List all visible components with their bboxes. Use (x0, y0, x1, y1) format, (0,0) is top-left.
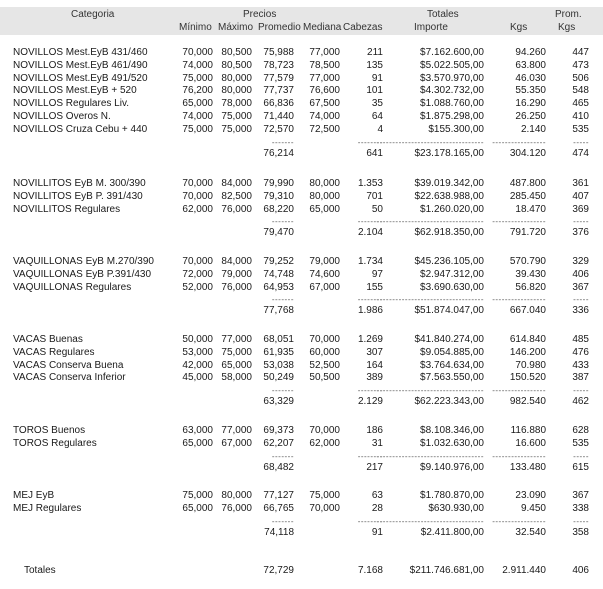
cabezas-cell: 91 (371, 72, 383, 84)
cabezas-cell: 155 (366, 281, 383, 293)
category-name: VAQUILLONAS EyB P.391/430 (13, 268, 152, 280)
maximo-cell: 58,000 (221, 372, 252, 384)
cabezas-cell: 35 (371, 98, 383, 110)
minimo-cell: 52,000 (182, 281, 213, 293)
importe-cell: $1.260.020,00 (420, 203, 484, 215)
subtotal-kgs: 791.720 (509, 227, 546, 239)
importe-cell: $3.570.970,00 (420, 72, 484, 84)
promedio-cell: 66,765 (263, 502, 294, 514)
header-categoria: Categoria (71, 9, 115, 20)
category-name: NOVILLITOS Regulares (13, 203, 121, 215)
minimo-cell: 62,000 (182, 203, 213, 215)
minimo-cell: 50,000 (182, 334, 213, 345)
maximo-cell: 84,000 (221, 256, 252, 267)
category-name: VAQUILLONAS Regulares (13, 281, 132, 293)
subtotal-kgs: 667.040 (509, 305, 546, 317)
promedio-cell: 68,051 (263, 334, 294, 345)
maximo-cell: 80,000 (221, 72, 252, 84)
prom-kgs-cell: 433 (572, 359, 589, 371)
cabezas-cell: 64 (371, 111, 383, 122)
kgs-cell: 70.980 (515, 359, 546, 371)
importe-cell: $2.947.312,00 (420, 268, 484, 280)
subtotal-divider: ---------------------------------- (376, 386, 484, 396)
mediana-cell: 75,000 (309, 490, 340, 501)
prom-kgs-cell: 361 (572, 178, 589, 189)
subtotal-kgs: 982.540 (509, 396, 546, 408)
subtotal-divider: -------- (357, 137, 383, 147)
kgs-cell: 146.200 (509, 346, 546, 358)
kgs-cell: 23.090 (515, 490, 546, 501)
cabezas-cell: 135 (366, 59, 383, 71)
category-name: TOROS Buenos (13, 425, 86, 436)
subtotal-importe: $62.918.350,00 (414, 227, 484, 239)
promedio-cell: 78,723 (263, 59, 294, 71)
subtotal-divider: -------- (357, 386, 383, 396)
importe-cell: $3.690.630,00 (420, 281, 484, 293)
category-name: VACAS Regulares (13, 346, 95, 358)
cabezas-cell: 186 (366, 425, 383, 436)
subtotal-promedio: 68,482 (263, 461, 294, 473)
header-prom-kgs: Kgs (558, 22, 576, 33)
importe-cell: $3.764.634,00 (420, 359, 484, 371)
subtotal-promedio: 63,329 (263, 396, 294, 408)
importe-cell: $8.108.346,00 (420, 425, 484, 436)
kgs-cell: 116.880 (510, 425, 546, 436)
minimo-cell: 76,200 (182, 85, 213, 97)
mediana-cell: 80,000 (309, 178, 340, 189)
prom-kgs-cell: 367 (572, 281, 589, 293)
cabezas-cell: 701 (366, 190, 383, 202)
promedio-cell: 64,953 (263, 281, 294, 293)
subtotal-divider: ---------------------------------- (376, 217, 484, 227)
kgs-cell: 18.470 (515, 203, 546, 215)
importe-cell: $7.563.550,00 (420, 372, 484, 384)
subtotal-divider: ----------------- (492, 217, 546, 227)
subtotal-divider: ---------------------------------- (376, 295, 484, 305)
prom-kgs-cell: 535 (572, 437, 589, 449)
subtotal-importe: $23.178.165,00 (414, 147, 484, 159)
mediana-cell: 78,500 (309, 59, 340, 71)
category-name: NOVILLOS Cruza Cebu + 440 (13, 123, 148, 135)
subtotal-divider: ------- (271, 451, 294, 461)
minimo-cell: 53,000 (182, 346, 213, 358)
subtotal-divider: ------- (271, 137, 294, 147)
header-importe: Importe (414, 22, 448, 33)
category-name: NOVILLITOS EyB P. 391/430 (13, 190, 143, 202)
prom-kgs-cell: 485 (572, 334, 589, 345)
minimo-cell: 70,000 (182, 47, 213, 58)
subtotal-promedio: 76,214 (263, 147, 294, 159)
maximo-cell: 67,000 (221, 437, 252, 449)
maximo-cell: 80,000 (221, 490, 252, 501)
maximo-cell: 75,000 (221, 123, 252, 135)
promedio-cell: 66,836 (263, 98, 294, 110)
minimo-cell: 75,000 (182, 123, 213, 135)
prom-kgs-cell: 387 (572, 372, 589, 384)
subtotal-importe: $2.411.800,00 (420, 526, 484, 538)
mediana-cell: 77,000 (309, 72, 340, 84)
header-promedio: Promedio (258, 22, 301, 33)
subtotal-importe: $62.223.343,00 (414, 396, 484, 408)
promedio-cell: 77,579 (263, 72, 294, 84)
mediana-cell: 52,500 (309, 359, 340, 371)
cabezas-cell: 1.734 (357, 256, 383, 267)
maximo-cell: 78,000 (221, 98, 252, 110)
kgs-cell: 487.800 (509, 178, 546, 189)
subtotal-divider: ----------------- (492, 386, 546, 396)
minimo-cell: 75,000 (182, 72, 213, 84)
minimo-cell: 65,000 (182, 98, 213, 110)
kgs-cell: 94.260 (515, 47, 546, 58)
totals-cabezas: 7.168 (357, 565, 383, 576)
mediana-cell: 74,000 (309, 111, 340, 122)
importe-cell: $7.162.600,00 (420, 47, 484, 58)
prom-kgs-cell: 410 (572, 111, 589, 122)
promedio-cell: 61,935 (263, 346, 294, 358)
kgs-cell: 39.430 (515, 268, 546, 280)
prom-kgs-cell: 465 (572, 98, 589, 110)
subtotal-kgs: 32.540 (515, 526, 546, 538)
prom-kgs-cell: 407 (572, 190, 589, 202)
cabezas-cell: 164 (366, 359, 383, 371)
importe-cell: $41.840.274,00 (414, 334, 484, 345)
minimo-cell: 75,000 (182, 490, 213, 501)
kgs-cell: 16.290 (515, 98, 546, 110)
cabezas-cell: 28 (371, 502, 383, 514)
maximo-cell: 77,000 (221, 425, 252, 436)
minimo-cell: 42,000 (182, 359, 213, 371)
subtotal-promedio: 74,118 (264, 526, 294, 538)
mediana-cell: 70,000 (309, 425, 340, 436)
promedio-cell: 79,990 (263, 178, 294, 189)
subtotal-prom-kgs: 336 (572, 305, 589, 317)
category-name: MEJ Regulares (13, 502, 82, 514)
cabezas-cell: 63 (371, 490, 383, 501)
maximo-cell: 76,000 (221, 502, 252, 514)
header-maximo: Máximo (218, 22, 254, 33)
promedio-cell: 72,570 (263, 123, 294, 135)
kgs-cell: 46.030 (515, 72, 546, 84)
totals-label: Totales (24, 565, 56, 576)
kgs-cell: 55.350 (515, 85, 546, 97)
totals-prom-kgs: 406 (572, 565, 589, 576)
maximo-cell: 79,000 (221, 268, 252, 280)
promedio-cell: 75,988 (263, 47, 294, 58)
promedio-cell: 79,310 (263, 190, 294, 202)
mediana-cell: 72,500 (309, 123, 340, 135)
kgs-cell: 63.800 (515, 59, 546, 71)
subtotal-divider: ----------------- (492, 295, 546, 305)
subtotal-promedio: 79,470 (263, 227, 294, 239)
subtotal-prom-kgs: 615 (572, 461, 589, 473)
cabezas-cell: 101 (366, 85, 383, 97)
prom-kgs-cell: 628 (572, 425, 589, 436)
maximo-cell: 75,000 (221, 346, 252, 358)
maximo-cell: 80,000 (221, 85, 252, 97)
importe-cell: $155.300,00 (428, 123, 484, 135)
category-name: MEJ EyB (13, 490, 55, 501)
header-totales: Totales (427, 9, 459, 20)
kgs-cell: 285.450 (509, 190, 546, 202)
cabezas-cell: 211 (367, 47, 383, 58)
minimo-cell: 45,000 (182, 372, 213, 384)
prom-kgs-cell: 367 (572, 490, 589, 501)
cabezas-cell: 50 (371, 203, 383, 215)
cabezas-cell: 389 (366, 372, 383, 384)
header-minimo: Mínimo (179, 22, 212, 33)
maximo-cell: 77,000 (221, 334, 252, 345)
category-name: VACAS Buenas (13, 334, 83, 345)
category-name: NOVILLITOS EyB M. 300/390 (13, 178, 146, 189)
importe-cell: $45.236.105,00 (414, 256, 484, 267)
category-name: NOVILLOS Mest.EyB 461/490 (13, 59, 148, 71)
totals-importe: $211.746.681,00 (409, 565, 484, 576)
importe-cell: $1.088.760,00 (420, 98, 484, 110)
minimo-cell: 70,000 (182, 178, 213, 189)
subtotal-cabezas: 91 (371, 526, 383, 538)
cabezas-cell: 4 (377, 123, 383, 135)
minimo-cell: 65,000 (182, 502, 213, 514)
subtotal-prom-kgs: 474 (572, 147, 589, 159)
minimo-cell: 74,000 (182, 111, 213, 122)
subtotal-prom-kgs: 358 (572, 526, 589, 538)
subtotal-divider: ------- (271, 516, 294, 526)
kgs-cell: 16.600 (515, 437, 546, 449)
minimo-cell: 74,000 (182, 59, 213, 71)
prom-kgs-cell: 338 (572, 502, 589, 514)
maximo-cell: 80,500 (221, 47, 252, 58)
subtotal-promedio: 77,768 (263, 305, 294, 317)
mediana-cell: 67,000 (309, 281, 340, 293)
maximo-cell: 65,000 (221, 359, 252, 371)
importe-cell: $22.638.988,00 (414, 190, 484, 202)
category-name: NOVILLOS Mest.EyB 431/460 (13, 47, 148, 58)
promedio-cell: 79,252 (263, 256, 294, 267)
promedio-cell: 77,737 (263, 85, 294, 97)
importe-cell: $5.022.505,00 (420, 59, 484, 71)
subtotal-kgs: 133.480 (509, 461, 546, 473)
minimo-cell: 70,000 (182, 256, 213, 267)
minimo-cell: 70,000 (182, 190, 213, 202)
subtotal-prom-kgs: 376 (572, 227, 589, 239)
category-name: TOROS Regulares (13, 437, 97, 449)
subtotal-divider: ----- (573, 137, 589, 147)
maximo-cell: 82,500 (221, 190, 252, 202)
category-name: VAQUILLONAS EyB M.270/390 (13, 256, 154, 267)
subtotal-divider: ---------------------------------- (376, 516, 484, 526)
kgs-cell: 56.820 (515, 281, 546, 293)
subtotal-divider: ----- (573, 295, 589, 305)
promedio-cell: 50,249 (263, 372, 294, 384)
importe-cell: $1.875.298,00 (420, 111, 484, 122)
mediana-cell: 62,000 (309, 437, 340, 449)
subtotal-importe: $51.874.047,00 (414, 305, 484, 317)
totals-kgs: 2.911.440 (502, 565, 546, 576)
maximo-cell: 76,000 (221, 203, 252, 215)
importe-cell: $1.780.870,00 (420, 490, 484, 501)
promedio-cell: 68,220 (263, 203, 294, 215)
mediana-cell: 70,000 (309, 334, 340, 345)
subtotal-divider: ----- (573, 386, 589, 396)
kgs-cell: 570.790 (509, 256, 546, 267)
subtotal-divider: ----------------- (492, 516, 546, 526)
prom-kgs-cell: 535 (572, 123, 589, 135)
subtotal-divider: -------- (357, 451, 383, 461)
subtotal-divider: -------- (357, 516, 383, 526)
subtotal-divider: ----------------- (492, 451, 546, 461)
subtotal-prom-kgs: 462 (572, 396, 589, 408)
prom-kgs-cell: 329 (572, 256, 589, 267)
subtotal-divider: ---------------------------------- (376, 451, 484, 461)
importe-cell: $9.054.885,00 (420, 346, 484, 358)
category-name: NOVILLOS Overos N. (13, 111, 111, 122)
maximo-cell: 75,000 (221, 111, 252, 122)
prom-kgs-cell: 473 (572, 59, 589, 71)
importe-cell: $4.302.732,00 (420, 85, 484, 97)
cabezas-cell: 97 (371, 268, 383, 280)
cabezas-cell: 31 (371, 437, 383, 449)
mediana-cell: 74,600 (309, 268, 340, 280)
subtotal-divider: ----- (573, 217, 589, 227)
importe-cell: $39.019.342,00 (414, 178, 484, 189)
category-name: NOVILLOS Regulares Liv. (13, 98, 129, 110)
kgs-cell: 614.840 (509, 334, 546, 345)
prom-kgs-cell: 476 (572, 346, 589, 358)
promedio-cell: 62,207 (263, 437, 294, 449)
subtotal-kgs: 304.120 (509, 147, 546, 159)
category-name: VACAS Conserva Inferior (13, 372, 126, 384)
subtotal-divider: -------- (357, 295, 383, 305)
mediana-cell: 67,500 (309, 98, 340, 110)
subtotal-divider: ----- (573, 516, 589, 526)
prom-kgs-cell: 447 (572, 47, 589, 58)
subtotal-cabezas: 217 (366, 461, 383, 473)
minimo-cell: 72,000 (182, 268, 213, 280)
cabezas-cell: 1.269 (357, 334, 383, 345)
mediana-cell: 60,000 (309, 346, 340, 358)
promedio-cell: 71,440 (263, 111, 294, 122)
mediana-cell: 80,000 (309, 190, 340, 202)
subtotal-divider: -------- (357, 217, 383, 227)
kgs-cell: 26.250 (515, 111, 546, 122)
header-cabezas: Cabezas (343, 22, 383, 33)
totals-promedio: 72,729 (263, 565, 294, 576)
header-mediana: Mediana (303, 22, 342, 33)
subtotal-cabezas: 2.129 (357, 396, 383, 408)
subtotal-cabezas: 1.986 (357, 305, 383, 317)
maximo-cell: 76,000 (221, 281, 252, 293)
subtotal-cabezas: 2.104 (357, 227, 383, 239)
mediana-cell: 76,600 (309, 85, 340, 97)
maximo-cell: 80,500 (221, 59, 252, 71)
prom-kgs-cell: 548 (572, 85, 589, 97)
prom-kgs-cell: 369 (572, 203, 589, 215)
mediana-cell: 79,000 (309, 256, 340, 267)
promedio-cell: 53,038 (263, 359, 294, 371)
header-prom: Prom. (555, 9, 582, 20)
importe-cell: $1.032.630,00 (420, 437, 484, 449)
minimo-cell: 63,000 (182, 425, 213, 436)
header-kgs: Kgs (510, 22, 528, 33)
subtotal-divider: ----------------- (492, 137, 546, 147)
subtotal-divider: ------- (271, 386, 294, 396)
promedio-cell: 69,373 (263, 425, 294, 436)
kgs-cell: 9.450 (520, 502, 546, 514)
prom-kgs-cell: 406 (572, 268, 589, 280)
prom-kgs-cell: 506 (572, 72, 589, 84)
subtotal-divider: ------- (271, 217, 294, 227)
subtotal-cabezas: 641 (366, 147, 383, 159)
subtotal-importe: $9.140.976,00 (420, 461, 484, 473)
header-precios: Precios (243, 9, 277, 20)
cabezas-cell: 1.353 (357, 178, 383, 189)
category-name: NOVILLOS Mest.EyB + 520 (13, 85, 137, 97)
mediana-cell: 77,000 (309, 47, 340, 58)
subtotal-divider: ------- (271, 295, 294, 305)
minimo-cell: 65,000 (182, 437, 213, 449)
mediana-cell: 65,000 (309, 203, 340, 215)
mediana-cell: 50,500 (309, 372, 340, 384)
importe-cell: $630.930,00 (428, 502, 484, 514)
mediana-cell: 70,000 (309, 502, 340, 514)
promedio-cell: 77,127 (263, 490, 294, 501)
kgs-cell: 150.520 (509, 372, 546, 384)
cabezas-cell: 307 (366, 346, 383, 358)
category-name: VACAS Conserva Buena (13, 359, 124, 371)
subtotal-divider: ---------------------------------- (376, 137, 484, 147)
kgs-cell: 2.140 (520, 123, 546, 135)
maximo-cell: 84,000 (221, 178, 252, 189)
subtotal-divider: ----- (573, 451, 589, 461)
promedio-cell: 74,748 (263, 268, 294, 280)
category-name: NOVILLOS Mest.EyB 491/520 (13, 72, 148, 84)
